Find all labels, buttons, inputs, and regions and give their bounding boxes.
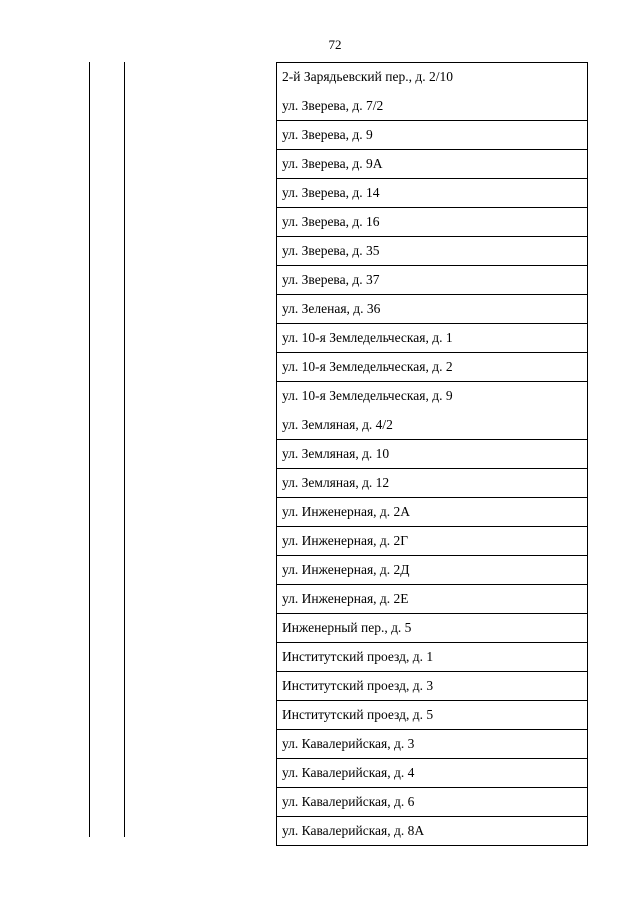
- table-row: ул. Зверева, д. 37: [277, 266, 587, 295]
- page-number: 72: [328, 37, 342, 52]
- table-row: 2-й Зарядьевский пер., д. 2/10: [282, 69, 453, 84]
- table-row: ул. Земляная, д. 12: [277, 469, 587, 498]
- table-row: ул. Кавалерийская, д. 6: [277, 788, 587, 817]
- table-row: ул. Инженерная, д. 2А: [277, 498, 587, 527]
- table-row: ул. 10-я Земледельческая, д. 2: [277, 353, 587, 382]
- table-row: ул. Зверева, д. 9: [277, 121, 587, 150]
- table-row: ул. Зверева, д. 16: [277, 208, 587, 237]
- table-row: ул. Кавалерийская, д. 8А: [277, 817, 587, 846]
- table-row: Институтский проезд, д. 3: [277, 672, 587, 701]
- table-row: Инженерный пер., д. 5: [277, 614, 587, 643]
- table-row: ул. Кавалерийская, д. 3: [277, 730, 587, 759]
- address-table: [276, 62, 588, 846]
- table-row: ул. 10-я Земледельческая, д. 1: [277, 324, 587, 353]
- table-row: ул. Кавалерийская, д. 4: [277, 759, 587, 788]
- table-column-divider-left: [89, 62, 90, 837]
- table-row: ул. Зеленая, д. 36: [277, 295, 587, 324]
- table-row: ул. Инженерная, д. 2Д: [277, 556, 587, 585]
- table-column-divider-right: [124, 62, 125, 837]
- table-row: ул. 10-я Земледельческая, д. 9: [282, 388, 453, 403]
- table-row: ул. Земляная, д. 4/2: [277, 411, 587, 440]
- table-row: ул. Инженерная, д. 2Е: [277, 585, 587, 614]
- table-row: ул. Зверева, д. 14: [277, 179, 587, 208]
- table-row: ул. Зверева, д. 35: [277, 237, 587, 266]
- table-row: Институтский проезд, д. 1: [277, 643, 587, 672]
- table-row: ул. Инженерная, д. 2Г: [277, 527, 587, 556]
- table-row: ул. Земляная, д. 10: [277, 440, 587, 469]
- table-row: Институтский проезд, д. 5: [277, 701, 587, 730]
- table-row: ул. Зверева, д. 7/2: [277, 92, 587, 121]
- table-row: ул. Зверева, д. 9А: [277, 150, 587, 179]
